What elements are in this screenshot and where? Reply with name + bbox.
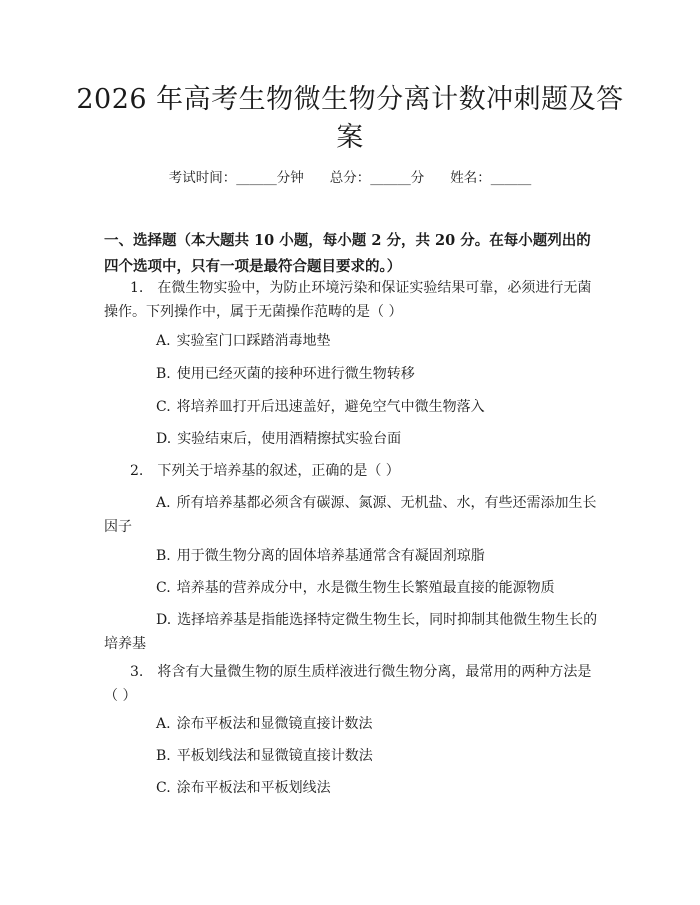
- question-text: 在微生物实验中，为防止环境污染和保证实验结果可靠，必须进行无菌操作。下列操作中，属于无菌操作范畴的是（ ）: [104, 280, 592, 320]
- option-text: 实验室门口踩踏消毒地垫: [176, 333, 331, 349]
- option-label: C.: [156, 780, 171, 796]
- option-label: B.: [156, 366, 171, 382]
- option-text: 培养基的营养成分中，水是微生物生长繁殖最直接的能源物质: [176, 580, 555, 596]
- q3-option-b: [104, 744, 604, 768]
- exam-time: 考试时间：______分钟: [168, 170, 304, 186]
- q2-option-a: [104, 491, 604, 539]
- option-text: 平板划线法和显微镜直接计数法: [176, 748, 373, 764]
- q2-option-c: [104, 576, 604, 600]
- section-heading: 一、选择题（本大题共 10 小题，每小题 2 分，共 20 分。在每小题列出的四个选项中，只有一项是最符合题目要求的。）: [104, 232, 591, 275]
- option-label: A.: [156, 716, 171, 732]
- option-label: D.: [156, 431, 172, 447]
- question-text: 下列关于培养基的叙述，正确的是（ ）: [157, 463, 400, 479]
- q2-option-b: [104, 544, 604, 568]
- q1-option-c: [104, 395, 604, 419]
- q1-option-b: [104, 362, 604, 386]
- option-text: 涂布平板法和平板划线法: [176, 780, 331, 796]
- option-text: 实验结束后，使用酒精擦拭实验台面: [177, 431, 402, 447]
- question-2: [104, 459, 604, 483]
- q1-option-d: [104, 427, 604, 451]
- option-text: 用于微生物分离的固体培养基通常含有凝固剂琼脂: [176, 548, 485, 564]
- question-number: 1.: [130, 280, 144, 296]
- q1-option-a: [104, 329, 604, 353]
- option-label: B.: [156, 748, 171, 764]
- question-3: [104, 660, 604, 708]
- option-text: 将培养皿打开后迅速盖好，避免空气中微生物落入: [176, 399, 485, 415]
- exam-score: 总分：______分: [329, 170, 425, 186]
- option-label: C.: [156, 580, 171, 596]
- option-label: B.: [156, 548, 171, 564]
- question-text: 将含有大量微生物的原生质样液进行微生物分离，最常用的两种方法是（ ）: [104, 664, 592, 704]
- q3-option-c: [104, 776, 604, 800]
- option-label: A.: [156, 333, 171, 349]
- option-label: D.: [156, 612, 172, 628]
- q2-option-d: [104, 608, 604, 656]
- option-text: 选择培养基是指能选择特定微生物生长，同时抑制其他微生物生长的培养基: [104, 612, 598, 652]
- option-text: 涂布平板法和显微镜直接计数法: [176, 716, 373, 732]
- page-title-line1: 2026 年高考生物微生物分离计数冲刺题及答: [76, 84, 624, 115]
- question-number: 3.: [130, 664, 144, 680]
- exam-name: 姓名：______: [450, 170, 532, 186]
- question-number: 2.: [130, 463, 144, 479]
- exam-meta: [0, 168, 700, 188]
- page-title-line2: 案: [336, 122, 364, 153]
- option-label: C.: [156, 399, 171, 415]
- option-text: 所有培养基都必须含有碳源、氮源、无机盐、水，有些还需添加生长因子: [104, 495, 597, 535]
- option-text: 使用已经灭菌的接种环进行微生物转移: [176, 366, 415, 382]
- option-label: A.: [156, 495, 171, 511]
- question-1: [104, 276, 604, 324]
- q3-option-a: [104, 712, 604, 736]
